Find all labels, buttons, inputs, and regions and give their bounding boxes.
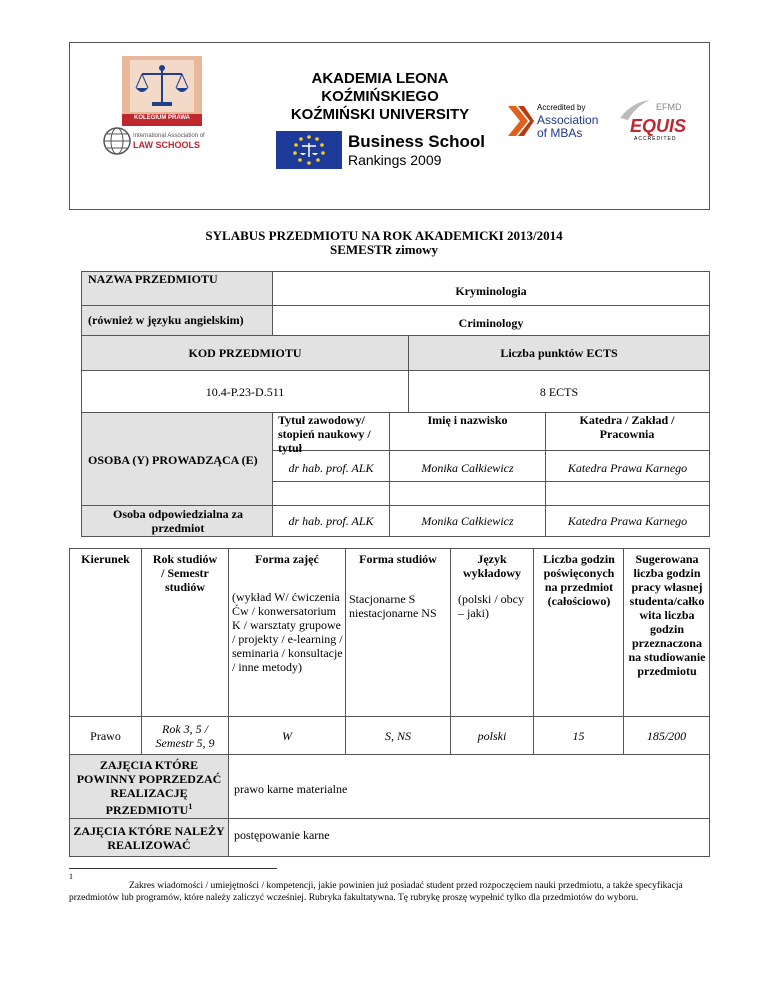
equis-accredited-label: ACCREDITED	[634, 136, 677, 142]
value-forma-zajec: W	[282, 728, 292, 743]
odp-label: Osoba odpowiedzialna za przedmiot	[112, 507, 244, 535]
row1-katedra: Katedra Prawa Karnego	[567, 461, 688, 475]
kolegium-prawa-label: KOLEGIUM PRAWA	[133, 115, 190, 121]
jezyk-desc: (polski / obcy – jaki)	[458, 592, 524, 620]
forma-studiow-desc-2: niestacjonarne NS	[349, 606, 437, 620]
value-jezyk: polski	[477, 728, 507, 743]
concurrent-value: postępowanie karne	[234, 828, 330, 842]
value-liczba-godzin: 15	[572, 728, 585, 743]
table-line	[69, 856, 710, 857]
table-line	[709, 548, 710, 857]
katedra-header: Katedra / Zakład / Pracownia	[579, 413, 675, 441]
forma-studiow-desc-1: Stacjonarne S	[349, 592, 416, 606]
header-sugerowana: Sugerowana liczba godzin pracy własnej studenta/całko wita liczba godzin przeznaczona na studiowanie przedmiotu	[628, 552, 706, 678]
header-forma-studiow: Forma studiów	[359, 552, 437, 566]
prereq-label-text	[72, 758, 226, 817]
nazwa-label: NAZWA PRZEDMIOTU	[88, 272, 218, 286]
concurrent-label: ZAJĘCIA KTÓRE NALEŻY REALIZOWAĆ	[73, 824, 225, 852]
header-liczba-godzin: Liczba godzin poświęconych na przedmiot (całościowo)	[543, 552, 615, 608]
prereq-value: prawo karne materialne	[234, 782, 348, 796]
amba-label-2: Association	[537, 113, 599, 127]
row2-imie: Monika Całkiewicz	[421, 514, 514, 528]
university-title-line1: AKADEMIA LEONA	[311, 70, 449, 87]
kod-value: 10.4-P.23-D.511	[205, 384, 285, 399]
efmd-label: EFMD	[656, 102, 682, 112]
row1-imie: Monika Całkiewicz	[421, 461, 514, 475]
ects-label: Liczba punktów ECTS	[500, 346, 618, 360]
header-rok: Rok studiów / Semestr studiów	[152, 552, 218, 594]
tytul-header: Tytuł zawodowy/ stopień naukowy / tytuł	[278, 413, 371, 455]
value-rok: Rok 3, 5 / Semestr 5, 9	[155, 721, 215, 750]
nazwa-value: Kryminologia	[455, 284, 527, 298]
doc-title-line2: SEMESTR zimowy	[330, 242, 438, 257]
rankings-label: Rankings 2009	[348, 152, 442, 168]
row2-katedra: Katedra Prawa Karnego	[567, 514, 688, 528]
amba-label-1: Accredited by	[537, 103, 586, 112]
header-jezyk: Język wykładowy	[462, 552, 521, 580]
university-title-line2: KOŹMIŃSKIEGO	[321, 88, 439, 105]
table-line	[228, 548, 229, 857]
footnote-text-inner: Zakres wiadomości / umiejętności / kompetencji, jakie powinien już posiadać student przed rozpoczęciem nauki przedmiotu, a także specyfikacja przedmiotów lub programów, które należy zaliczyć wcześniej. Rubryka fakultatywna. Tę rubrykę proszę wypełnić tylko dla przedmiotów do wyboru.	[69, 881, 683, 903]
value-sugerowana: 185/200	[646, 728, 687, 743]
prereq-label	[72, 755, 226, 819]
footnote-ref: 1	[188, 801, 193, 811]
ang-label: (również w języku angielskim)	[88, 313, 244, 327]
header-forma-zajec: Forma zajęć	[255, 552, 319, 566]
ials-label-2: LAW SCHOOLS	[133, 140, 200, 150]
footnote-number: 1	[69, 872, 73, 881]
equis-label: EQUIS	[630, 116, 687, 136]
imie-header: Imię i nazwisko	[427, 413, 508, 427]
ials-label-1: International Association of	[133, 133, 205, 139]
table-line	[69, 548, 70, 857]
university-title-line3: KOŹMIŃSKI UNIVERSITY	[290, 106, 470, 123]
row2-tytul: dr hab. prof. ALK	[288, 514, 374, 528]
row1-tytul: dr hab. prof. ALK	[288, 461, 374, 475]
header-kierunek: Kierunek	[81, 552, 130, 566]
kod-label: KOD PRZEDMIOTU	[188, 346, 302, 360]
value-forma-studiow: S, NS	[384, 728, 411, 743]
table-line	[69, 548, 710, 549]
ang-value: Criminology	[458, 316, 524, 330]
ects-value: 8 ECTS	[539, 384, 579, 399]
value-kierunek: Prawo	[90, 728, 121, 743]
footnote-text	[69, 880, 699, 904]
footnote-separator	[69, 868, 277, 869]
osoba-label: OSOBA (Y) PROWADZĄCA (E)	[88, 453, 258, 467]
doc-title-line1: SYLABUS PRZEDMIOTU NA ROK AKADEMICKI 2013/2014	[205, 228, 563, 243]
prereq-label-inner: ZAJĘCIA KTÓRE POWINNY POPRZEDZAĆ REALIZACJĘ PRZEDMIOTU	[76, 757, 222, 817]
amba-label-3: of MBAs	[537, 126, 583, 140]
business-school-label: Business School	[348, 132, 485, 151]
forma-zajec-desc: (wykład W/ ćwiczenia Ćw / konwersatorium K / warsztaty grupowe / projekty / e-learning / seminaria / konsultacje / inne metody)	[232, 590, 343, 674]
